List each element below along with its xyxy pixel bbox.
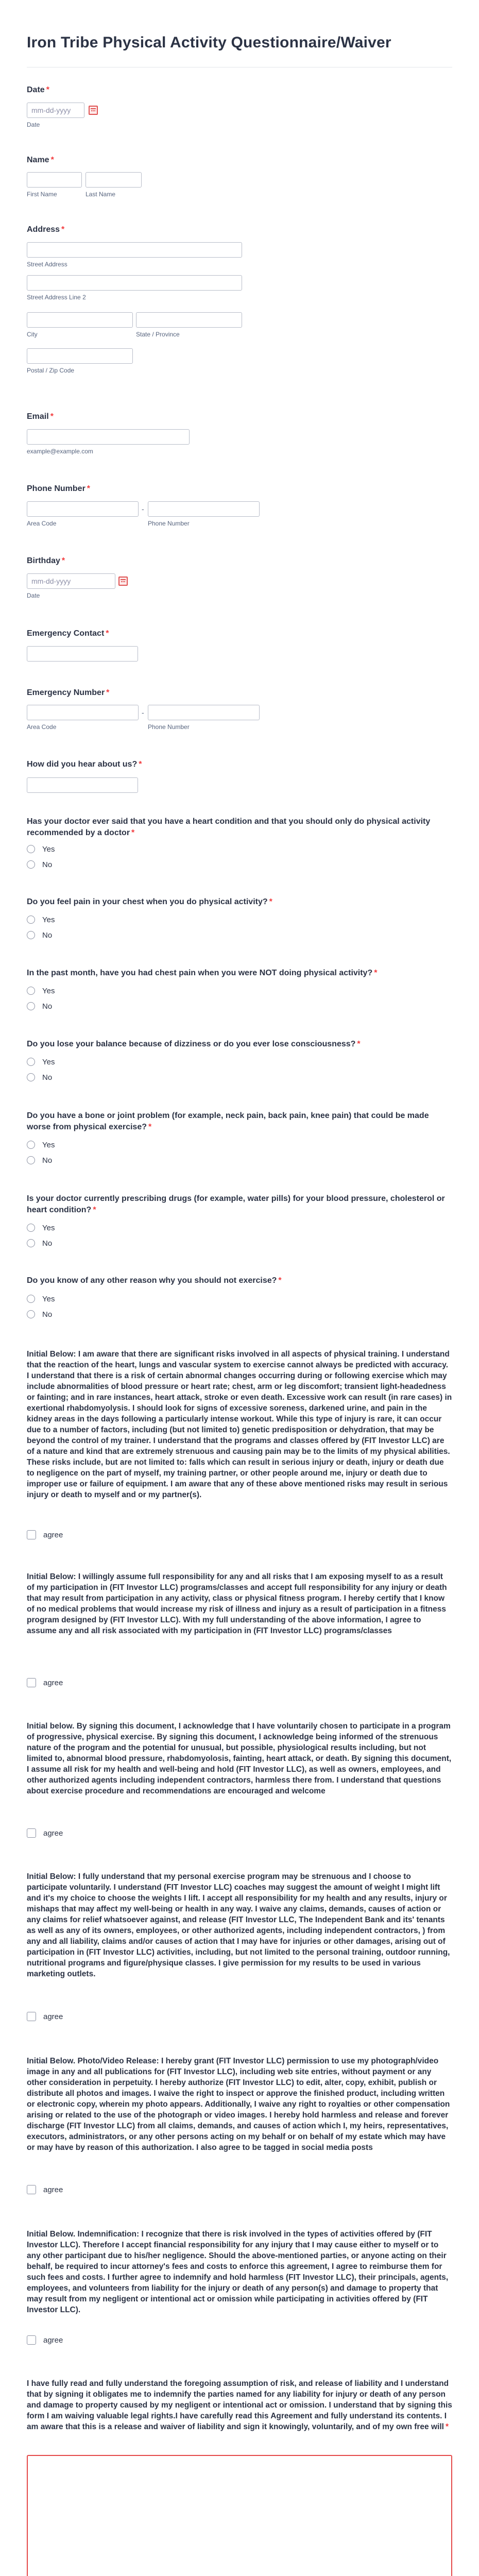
question-6-label: Is your doctor currently prescribing drugs (for example, water pills) for your blood pressure, cholesterol or heart condition? * xyxy=(27,1194,445,1214)
yes-label: Yes xyxy=(42,986,55,995)
emergency-area-code-input[interactable] xyxy=(27,705,139,720)
question-5-no-option[interactable] xyxy=(27,1155,52,1165)
question-3-label: In the past month, have you had chest pain when you were NOT doing physical activity? * xyxy=(27,969,378,977)
first-name-input[interactable] xyxy=(27,172,82,188)
calendar-icon[interactable] xyxy=(118,577,128,586)
phone-number-input[interactable] xyxy=(148,501,260,517)
emergency-contact-label: Emergency Contact * xyxy=(27,629,109,638)
agree-label: agree xyxy=(43,1530,63,1539)
name-label: Name * xyxy=(27,156,54,164)
checkbox[interactable] xyxy=(27,2335,36,2345)
email-sublabel: example@example.com xyxy=(27,448,93,455)
street-address-input[interactable] xyxy=(27,242,242,258)
yes-label: Yes xyxy=(42,1057,55,1066)
emergency-phone-separator: - xyxy=(142,708,144,717)
waiver-2-agree-option[interactable] xyxy=(27,1677,63,1688)
waiver-3-text: Initial below. By signing this document, I acknowledge that I have voluntarily chosen to participate in a program of progressive, physical exercise. By signing this document, I acknowledge being informed of the strenuous nature of the program and the potential for unusual, but possible, physiological results including, but not limited to, abnormal blood pressure, rhabdomyolosis, fainting, heart attack, or death. By signing this document, I assume all risk for my health and well-being and hold (FIT Investor LLC), as well as owners, employees, and other authorized agents including independent contractors, harmless there from. I understand that questions about exercise procedure and recommendations are encouraged and welcome xyxy=(27,1722,452,1795)
emergency-number-label: Emergency Number * xyxy=(27,688,110,697)
radio-button[interactable] xyxy=(27,931,35,939)
waiver-6-agree-option[interactable] xyxy=(27,2335,63,2345)
waiver-1-text: Initial Below: I am aware that there are significant risks involved in all aspects of physical training. I understand that the reaction of the heart, lungs and vascular system to exercise cannot always be predicted with accuracy. I understand that there is a risk of certain abnormal changes occurring during or following exercise which may include abnormalities of blood pressure or heart rate; chest, arm or leg discomfort; transient light-headedness or fainting; and in rare instances, heart attack, stroke or even death. Excessive work can result (in rare cases) in exertional rhabdomyolysis. I should look for signs of excessive soreness, darkened urine, and pain in the kidney areas in the days following a particularly intense workout. While this type of injury is rare, it can occur due to a number of factors, including (but not limited to) genetic predisposition or dehydration, that may be beyond the control of my trainer. I understand that the programs and classes offered by (FIT Investor LLC) are of a nature and kind that are extremely strenuous and causing pain may be to the limits of my physical abilities. These risks include, but are not limited to: falls which can result in serious injury or death, injury or death due to negligence on the part of myself, my training partner, or other people around me, injury or death due to improper use or failure of equipment. I am aware that any of these above mentioned risks may result in serious injury or death to myself and or my partner(s). xyxy=(27,1350,452,1499)
city-input[interactable] xyxy=(27,312,133,328)
postal-code-input[interactable] xyxy=(27,348,133,364)
radio-button[interactable] xyxy=(27,1224,35,1232)
waiver-2-text: Initial Below: I willingly assume full responsibility for any and all risks that I am exposing myself to as a result of my participation in (FIT Investor LLC) programs/classes and accept full responsibility for any injury or death that may result from participation in any activity, class or physical fitness program. I hereby certify that I know of no medical problems that would increase my risk of illness and injury as a result of participation in a fitness program designed by (FIT Investor LLC). With my full understanding of the above information, I agree to assume any and all risk associated with my participation in (FIT Investor LLC) programs/classes xyxy=(27,1572,447,1635)
yes-label: Yes xyxy=(42,844,55,854)
last-name-sublabel: Last Name xyxy=(85,191,116,198)
signature-label: I have fully read and fully understand the foregoing assumption of risk, and release of liability and I understand that by signing it obligates me to indemnify the parties named for any liability for injury or death of any person and damage to property caused by my negligent or intentional act or omission. I understand that by signing this form I am waiving valuable legal rights.I have carefully read this Agreement and fully understand its contents. I am aware that this is a release and waiver of liability and sign it knowingly, voluntarily, and of my own free will * xyxy=(27,2379,452,2431)
emergency-area-sublabel: Area Code xyxy=(27,723,57,731)
question-2-no-option[interactable] xyxy=(27,930,52,940)
radio-button[interactable] xyxy=(27,1156,35,1164)
postal-code-sublabel: Postal / Zip Code xyxy=(27,367,75,374)
radio-button[interactable] xyxy=(27,916,35,924)
radio-button[interactable] xyxy=(27,1310,35,1318)
no-label: No xyxy=(42,860,53,869)
heard-about-label: How did you hear about us? * xyxy=(27,760,142,769)
radio-button[interactable] xyxy=(27,1058,35,1066)
radio-button[interactable] xyxy=(27,1141,35,1149)
question-7-no-option[interactable] xyxy=(27,1309,52,1319)
no-label: No xyxy=(42,1002,53,1011)
first-name-sublabel: First Name xyxy=(27,191,57,198)
form-title: Iron Tribe Physical Activity Questionnaire/Waiver xyxy=(27,34,391,51)
question-6-no-option[interactable] xyxy=(27,1238,52,1248)
radio-button[interactable] xyxy=(27,987,35,995)
phone-separator: - xyxy=(142,505,144,513)
calendar-icon[interactable] xyxy=(89,106,98,115)
radio-button[interactable] xyxy=(27,1239,35,1247)
radio-button[interactable] xyxy=(27,845,35,853)
state-input[interactable] xyxy=(136,312,242,328)
question-5-label: Do you have a bone or joint problem (for example, neck pain, back pain, knee pain) that could be made worse from physical exercise? * xyxy=(27,1111,429,1131)
no-label: No xyxy=(42,1239,53,1248)
address-label: Address * xyxy=(27,225,65,234)
no-label: No xyxy=(42,930,53,940)
radio-button[interactable] xyxy=(27,1295,35,1303)
question-4-yes-option[interactable] xyxy=(27,1057,55,1067)
birthday-label: Birthday * xyxy=(27,556,65,565)
heard-about-input[interactable] xyxy=(27,777,138,793)
waiver-6-text: Initial Below. Indemnification: I recognize that there is risk involved in the types of activities offered by (FIT Investor LLC). Therefore I accept financial responsibility for any injury that I may cause either to myself or to any other participant due to his/her negligence. Should the above-mentioned parties, or anyone acting on their behalf, be required to incur attorney's fees and costs to enforce this agreement, I agree to reimburse them for such fees and costs. I further agree to indemnify and hold harmless (FIT Investor LLC), their principals, agents, employees, and volunteers from liability for the injury or death of any person(s) and damage to property that may result from my negligent or intentional act or omission while participating in activities offered by (FIT Investor LLC). xyxy=(27,2230,449,2314)
agree-label: agree xyxy=(43,2185,63,2194)
state-sublabel: State / Province xyxy=(136,331,180,338)
question-1-no-option[interactable] xyxy=(27,859,52,870)
checkbox[interactable] xyxy=(27,2012,36,2021)
email-label: Email * xyxy=(27,412,54,421)
phone-number-sublabel: Phone Number xyxy=(148,520,190,527)
checkbox[interactable] xyxy=(27,2185,36,2194)
question-2-label: Do you feel pain in your chest when you do physical activity? * xyxy=(27,897,272,906)
question-6-yes-option[interactable] xyxy=(27,1223,55,1233)
question-1-label: Has your doctor ever said that you have a heart condition and that you should only do physical activity recommended by a doctor * xyxy=(27,817,431,837)
agree-label: agree xyxy=(43,1678,63,1687)
birthday-input[interactable] xyxy=(27,573,115,589)
radio-button[interactable] xyxy=(27,860,35,869)
birthday-sublabel: Date xyxy=(27,592,40,599)
question-2-yes-option[interactable] xyxy=(27,914,55,925)
phone-label: Phone Number * xyxy=(27,484,91,493)
checkbox[interactable] xyxy=(27,1530,36,1539)
agree-label: agree xyxy=(43,1828,63,1838)
waiver-1-agree-option[interactable] xyxy=(27,1530,63,1540)
question-5-yes-option[interactable] xyxy=(27,1140,55,1150)
date-label: Date * xyxy=(27,86,49,94)
email-input[interactable] xyxy=(27,429,190,445)
last-name-input[interactable] xyxy=(85,172,142,188)
emergency-number-sublabel: Phone Number xyxy=(148,723,190,731)
waiver-4-agree-option[interactable] xyxy=(27,2011,63,2022)
checkbox[interactable] xyxy=(27,1678,36,1687)
agree-label: agree xyxy=(43,2012,63,2021)
waiver-5-agree-option[interactable] xyxy=(27,2184,63,2195)
waiver-3-agree-option[interactable] xyxy=(27,1828,63,1838)
street-address-2-input[interactable] xyxy=(27,275,242,291)
phone-area-code-input[interactable] xyxy=(27,501,139,517)
date-sublabel: Date xyxy=(27,121,40,128)
signature-pad[interactable] xyxy=(27,2455,452,2576)
question-7-yes-option[interactable] xyxy=(27,1294,55,1304)
question-3-yes-option[interactable] xyxy=(27,986,55,996)
yes-label: Yes xyxy=(42,1223,55,1232)
waiver-4-text: Initial Below: I fully understand that my personal exercise program may be strenuous and I choose to participate voluntarily. I understand (FIT Investor LLC) coaches may suggest the amount of weight I might lift and it's my choice to choose the weights I lift. I accept all responsibility for my health and any results, injury or mishaps that may affect my well-being or health in any way. I waive any claims, demands, causes of action or any claims for relief whatsoever against, and release (FIT Investor LLC, The Independent Bank and its' tenants as well as any of its owners, employees, or other authorized agents, including independent contractors, ) from any and all liability, claims and/or causes of action that I may have for injuries or other damages, arising out of participation in (FIT Investor LLC) activities, including, but not limited to the personal training, outdoor running, nutritional programs and figure/physique classes. I give permission for my results to be used in various marketing outlets. xyxy=(27,1872,450,1978)
no-label: No xyxy=(42,1073,53,1082)
question-7-label: Do you know of any other reason why you should not exercise? * xyxy=(27,1276,282,1285)
date-input[interactable] xyxy=(27,103,84,118)
agree-label: agree xyxy=(43,2335,63,2345)
question-1-yes-option[interactable] xyxy=(27,844,55,854)
city-sublabel: City xyxy=(27,331,38,338)
emergency-contact-input[interactable] xyxy=(27,646,138,662)
emergency-phone-number-input[interactable] xyxy=(148,705,260,720)
phone-area-sublabel: Area Code xyxy=(27,520,57,527)
radio-button[interactable] xyxy=(27,1002,35,1010)
checkbox[interactable] xyxy=(27,1828,36,1838)
question-4-no-option[interactable] xyxy=(27,1072,52,1082)
yes-label: Yes xyxy=(42,1140,55,1149)
no-label: No xyxy=(42,1310,53,1319)
street-address-2-sublabel: Street Address Line 2 xyxy=(27,294,86,301)
waiver-5-text: Initial Below. Photo/Video Release: I hereby grant (FIT Investor LLC) permission to use my photograph/video image in any and all publications for (FIT Investor LLC), including web site entries, without payment or any other consideration in perpetuity. I hereby authorize (FIT Investor LLC) to edit, alter, copy, exhibit, publish or distribute all photos and images. I waive the right to inspect or approve the finished product, including written or electronic copy, wherein my photo appears. Additionally, I waive any right to royalties or other compensation arising or related to the use of the photograph or video images. I hereby hold harmless and release and forever discharge (FIT Investor LLC) from all claims, demands, and causes of action which I, my heirs, representatives, executors, administrators, or any other persons acting on my behalf or on behalf of my estate which may have or may have by reason of this authorization. I also agree to be tagged in social media posts xyxy=(27,2057,450,2152)
street-address-sublabel: Street Address xyxy=(27,261,67,268)
yes-label: Yes xyxy=(42,915,55,924)
no-label: No xyxy=(42,1156,53,1165)
yes-label: Yes xyxy=(42,1294,55,1303)
question-3-no-option[interactable] xyxy=(27,1001,52,1011)
question-4-label: Do you lose your balance because of dizziness or do you ever lose consciousness? * xyxy=(27,1040,361,1048)
radio-button[interactable] xyxy=(27,1073,35,1081)
